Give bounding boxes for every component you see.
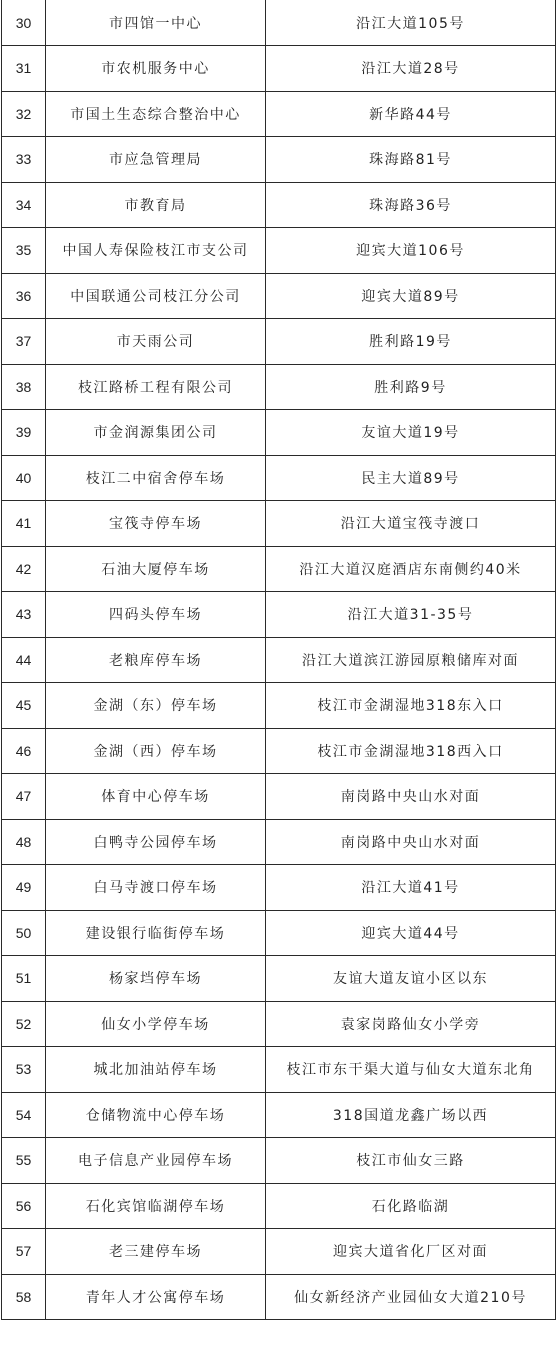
row-number: 52 — [2, 1001, 46, 1047]
address: 胜利路19号 — [266, 319, 556, 365]
address: 迎宾大道106号 — [266, 228, 556, 274]
unit-name: 城北加油站停车场 — [46, 1047, 266, 1093]
table-row — [2, 910, 556, 956]
row-number: 31 — [2, 46, 46, 92]
address: 迎宾大道44号 — [266, 910, 556, 956]
unit-name: 枝江路桥工程有限公司 — [46, 364, 266, 410]
row-number: 50 — [2, 910, 46, 956]
address: 沿江大道宝筏寺渡口 — [266, 501, 556, 547]
unit-name: 中国联通公司枝江分公司 — [46, 273, 266, 319]
address: 枝江市金湖湿地318东入口 — [266, 683, 556, 729]
unit-name: 老粮库停车场 — [46, 637, 266, 683]
row-number: 47 — [2, 774, 46, 820]
unit-name: 市天雨公司 — [46, 319, 266, 365]
unit-name: 市应急管理局 — [46, 137, 266, 183]
table-row — [2, 182, 556, 228]
table-row — [2, 410, 556, 456]
address: 枝江市仙女三路 — [266, 1138, 556, 1184]
row-number: 45 — [2, 683, 46, 729]
row-number: 35 — [2, 228, 46, 274]
address: 新华路44号 — [266, 91, 556, 137]
table-row — [2, 819, 556, 865]
address: 珠海路36号 — [266, 182, 556, 228]
row-number: 39 — [2, 410, 46, 456]
table-row — [2, 0, 556, 46]
address: 沿江大道汉庭酒店东南侧约40米 — [266, 546, 556, 592]
unit-name: 市教育局 — [46, 182, 266, 228]
address: 沿江大道滨江游园原粮储库对面 — [266, 637, 556, 683]
unit-name: 枝江二中宿舍停车场 — [46, 455, 266, 501]
address: 南岗路中央山水对面 — [266, 819, 556, 865]
unit-name: 金湖（东）停车场 — [46, 683, 266, 729]
row-number: 36 — [2, 273, 46, 319]
unit-name: 白马寺渡口停车场 — [46, 865, 266, 911]
address: 仙女新经济产业园仙女大道210号 — [266, 1274, 556, 1320]
address: 胜利路9号 — [266, 364, 556, 410]
unit-name: 石化宾馆临湖停车场 — [46, 1183, 266, 1229]
unit-name: 市四馆一中心 — [46, 0, 266, 46]
table-row — [2, 46, 556, 92]
row-number: 30 — [2, 0, 46, 46]
table-row — [2, 1092, 556, 1138]
table-row — [2, 683, 556, 729]
table-row — [2, 956, 556, 1002]
table-row — [2, 319, 556, 365]
unit-name: 老三建停车场 — [46, 1229, 266, 1275]
unit-name: 电子信息产业园停车场 — [46, 1138, 266, 1184]
unit-name: 市农机服务中心 — [46, 46, 266, 92]
row-number: 55 — [2, 1138, 46, 1184]
table-row — [2, 1138, 556, 1184]
address: 枝江市金湖湿地318西入口 — [266, 728, 556, 774]
row-number: 32 — [2, 91, 46, 137]
row-number: 51 — [2, 956, 46, 1002]
unit-name: 仓储物流中心停车场 — [46, 1092, 266, 1138]
address: 民主大道89号 — [266, 455, 556, 501]
table-row — [2, 1183, 556, 1229]
row-number: 40 — [2, 455, 46, 501]
table-row — [2, 228, 556, 274]
unit-name: 建设银行临街停车场 — [46, 910, 266, 956]
table-row — [2, 865, 556, 911]
row-number: 49 — [2, 865, 46, 911]
address: 沿江大道28号 — [266, 46, 556, 92]
row-number: 43 — [2, 592, 46, 638]
table-row — [2, 364, 556, 410]
row-number: 53 — [2, 1047, 46, 1093]
table-row — [2, 592, 556, 638]
unit-name: 杨家垱停车场 — [46, 956, 266, 1002]
row-number: 56 — [2, 1183, 46, 1229]
address: 沿江大道31-35号 — [266, 592, 556, 638]
address: 枝江市东干渠大道与仙女大道东北角 — [266, 1047, 556, 1093]
unit-name: 体育中心停车场 — [46, 774, 266, 820]
row-number: 48 — [2, 819, 46, 865]
address: 迎宾大道省化厂区对面 — [266, 1229, 556, 1275]
table-row — [2, 774, 556, 820]
table-row — [2, 546, 556, 592]
unit-name: 石油大厦停车场 — [46, 546, 266, 592]
row-number: 54 — [2, 1092, 46, 1138]
row-number: 46 — [2, 728, 46, 774]
table-row — [2, 137, 556, 183]
row-number: 58 — [2, 1274, 46, 1320]
address: 沿江大道105号 — [266, 0, 556, 46]
unit-name: 仙女小学停车场 — [46, 1001, 266, 1047]
address: 友谊大道友谊小区以东 — [266, 956, 556, 1002]
unit-name: 四码头停车场 — [46, 592, 266, 638]
row-number: 38 — [2, 364, 46, 410]
row-number: 41 — [2, 501, 46, 547]
table-row — [2, 1001, 556, 1047]
address: 石化路临湖 — [266, 1183, 556, 1229]
unit-name: 市国土生态综合整治中心 — [46, 91, 266, 137]
unit-name: 金湖（西）停车场 — [46, 728, 266, 774]
address: 袁家岗路仙女小学旁 — [266, 1001, 556, 1047]
table-row — [2, 91, 556, 137]
row-number: 57 — [2, 1229, 46, 1275]
table-row — [2, 1229, 556, 1275]
row-number: 42 — [2, 546, 46, 592]
address: 南岗路中央山水对面 — [266, 774, 556, 820]
address: 沿江大道41号 — [266, 865, 556, 911]
address: 318国道龙鑫广场以西 — [266, 1092, 556, 1138]
row-number: 33 — [2, 137, 46, 183]
unit-name: 市金润源集团公司 — [46, 410, 266, 456]
table-row — [2, 728, 556, 774]
table-row — [2, 1274, 556, 1320]
unit-name: 中国人寿保险枝江市支公司 — [46, 228, 266, 274]
parking-table — [1, 0, 556, 1320]
table-row — [2, 501, 556, 547]
address: 珠海路81号 — [266, 137, 556, 183]
address: 迎宾大道89号 — [266, 273, 556, 319]
unit-name: 白鸭寺公园停车场 — [46, 819, 266, 865]
table-row — [2, 637, 556, 683]
table-body — [2, 0, 556, 1320]
unit-name: 宝筏寺停车场 — [46, 501, 266, 547]
row-number: 34 — [2, 182, 46, 228]
table-row — [2, 273, 556, 319]
row-number: 44 — [2, 637, 46, 683]
address: 友谊大道19号 — [266, 410, 556, 456]
unit-name: 青年人才公寓停车场 — [46, 1274, 266, 1320]
row-number: 37 — [2, 319, 46, 365]
table-row — [2, 1047, 556, 1093]
table-row — [2, 455, 556, 501]
